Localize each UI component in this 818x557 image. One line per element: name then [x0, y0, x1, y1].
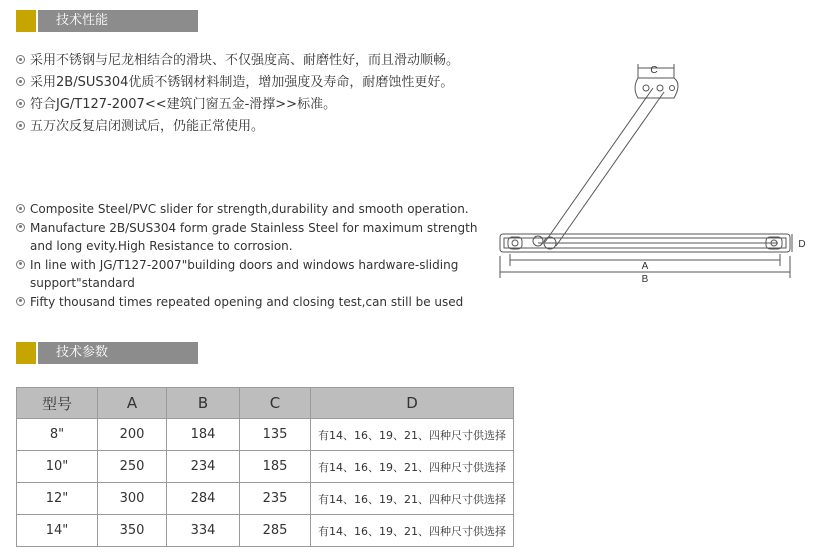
header-model: 型号 [17, 388, 98, 419]
cell-c: 135 [240, 419, 311, 451]
bullet-icon [16, 223, 25, 232]
pivot-hole [512, 240, 518, 246]
cell-d: 有14、16、19、21、四种尺寸供选择 [311, 419, 514, 451]
cell-c: 235 [240, 483, 311, 515]
header-d: D [311, 388, 514, 419]
arm-edge [556, 92, 664, 246]
bullet-icon [16, 77, 25, 86]
cell-d: 有14、16、19、21、四种尺寸供选择 [311, 515, 514, 547]
bullet-icon [16, 99, 25, 108]
cell-b: 234 [167, 451, 240, 483]
cell-b: 184 [167, 419, 240, 451]
cell-d: 有14、16、19、21、四种尺寸供选择 [311, 483, 514, 515]
cell-model: 14" [17, 515, 98, 547]
section-header-performance [16, 10, 198, 32]
arm-edge [545, 88, 653, 242]
bracket-hole [670, 86, 675, 91]
cell-b: 284 [167, 483, 240, 515]
header-c: C [240, 388, 311, 419]
cell-c: 185 [240, 451, 311, 483]
cell-model: 8" [17, 419, 98, 451]
label-c: C [650, 65, 658, 76]
feature-en-item [16, 293, 486, 312]
bullet-icon [16, 204, 25, 213]
drawing-lines [500, 64, 792, 278]
table-header-row [17, 388, 514, 419]
feature-cn-item [16, 116, 486, 138]
feature-cn-text: 符合JG/T127-2007<<建筑门窗五金-滑撑>>标准。 [30, 97, 337, 112]
hinge-technical-drawing [488, 60, 818, 300]
bracket-hole [657, 85, 663, 91]
bullet-icon [16, 121, 25, 130]
features-cn-list [16, 50, 486, 138]
table-row [17, 451, 514, 483]
section-title-params: 技术参数 [38, 342, 198, 364]
feature-en-text: In line with JG/T127-2007"building doors and windows hardware-sliding support"standard [30, 257, 459, 290]
bullet-icon [16, 55, 25, 64]
feature-en-item [16, 219, 486, 256]
cell-c: 285 [240, 515, 311, 547]
bullet-icon [16, 297, 25, 306]
table-row [17, 515, 514, 547]
bracket-hole [643, 85, 649, 91]
feature-cn-item [16, 50, 486, 72]
feature-cn-item [16, 72, 486, 94]
accent-swatch [16, 10, 36, 32]
cell-a: 200 [98, 419, 167, 451]
feature-cn-item [16, 94, 486, 116]
feature-en-text: Manufacture 2B/SUS304 form grade Stainless Steel for maximum strength and long evity.High Resistance to corrosion. [30, 220, 478, 253]
end-cap [508, 237, 522, 249]
feature-en-text: Composite Steel/PVC slider for strength,durability and smooth operation. [30, 202, 469, 216]
feature-en-item [16, 256, 486, 293]
feature-cn-text: 五万次反复启闭测试后，仍能正常使用。 [30, 119, 265, 134]
bullet-icon [16, 260, 25, 269]
feature-cn-text: 采用2B/SUS304优质不锈钢材料制造，增加强度及寿命，耐磨蚀性更好。 [30, 75, 454, 90]
cell-a: 300 [98, 483, 167, 515]
accent-swatch [16, 342, 36, 364]
label-d: D [798, 239, 806, 250]
header-b: B [167, 388, 240, 419]
cell-b: 334 [167, 515, 240, 547]
cell-model: 12" [17, 483, 98, 515]
feature-en-text: Fifty thousand times repeated opening and closing test,can still be used [30, 294, 464, 309]
cell-a: 250 [98, 451, 167, 483]
label-a: A [641, 261, 649, 272]
cell-model: 10" [17, 451, 98, 483]
section-header-params [16, 342, 198, 364]
table-row [17, 419, 514, 451]
table-row [17, 483, 514, 515]
cell-a: 350 [98, 515, 167, 547]
section-title-performance: 技术性能 [38, 10, 198, 32]
feature-cn-text: 采用不锈钢与尼龙相结合的滑块、不仅强度高、耐磨性好，而且滑动顺畅。 [30, 53, 460, 68]
feature-en-item [16, 200, 486, 219]
features-en-list [16, 200, 486, 311]
label-b: B [641, 274, 649, 285]
spec-table [16, 387, 514, 547]
header-a: A [98, 388, 167, 419]
cell-d: 有14、16、19、21、四种尺寸供选择 [311, 451, 514, 483]
